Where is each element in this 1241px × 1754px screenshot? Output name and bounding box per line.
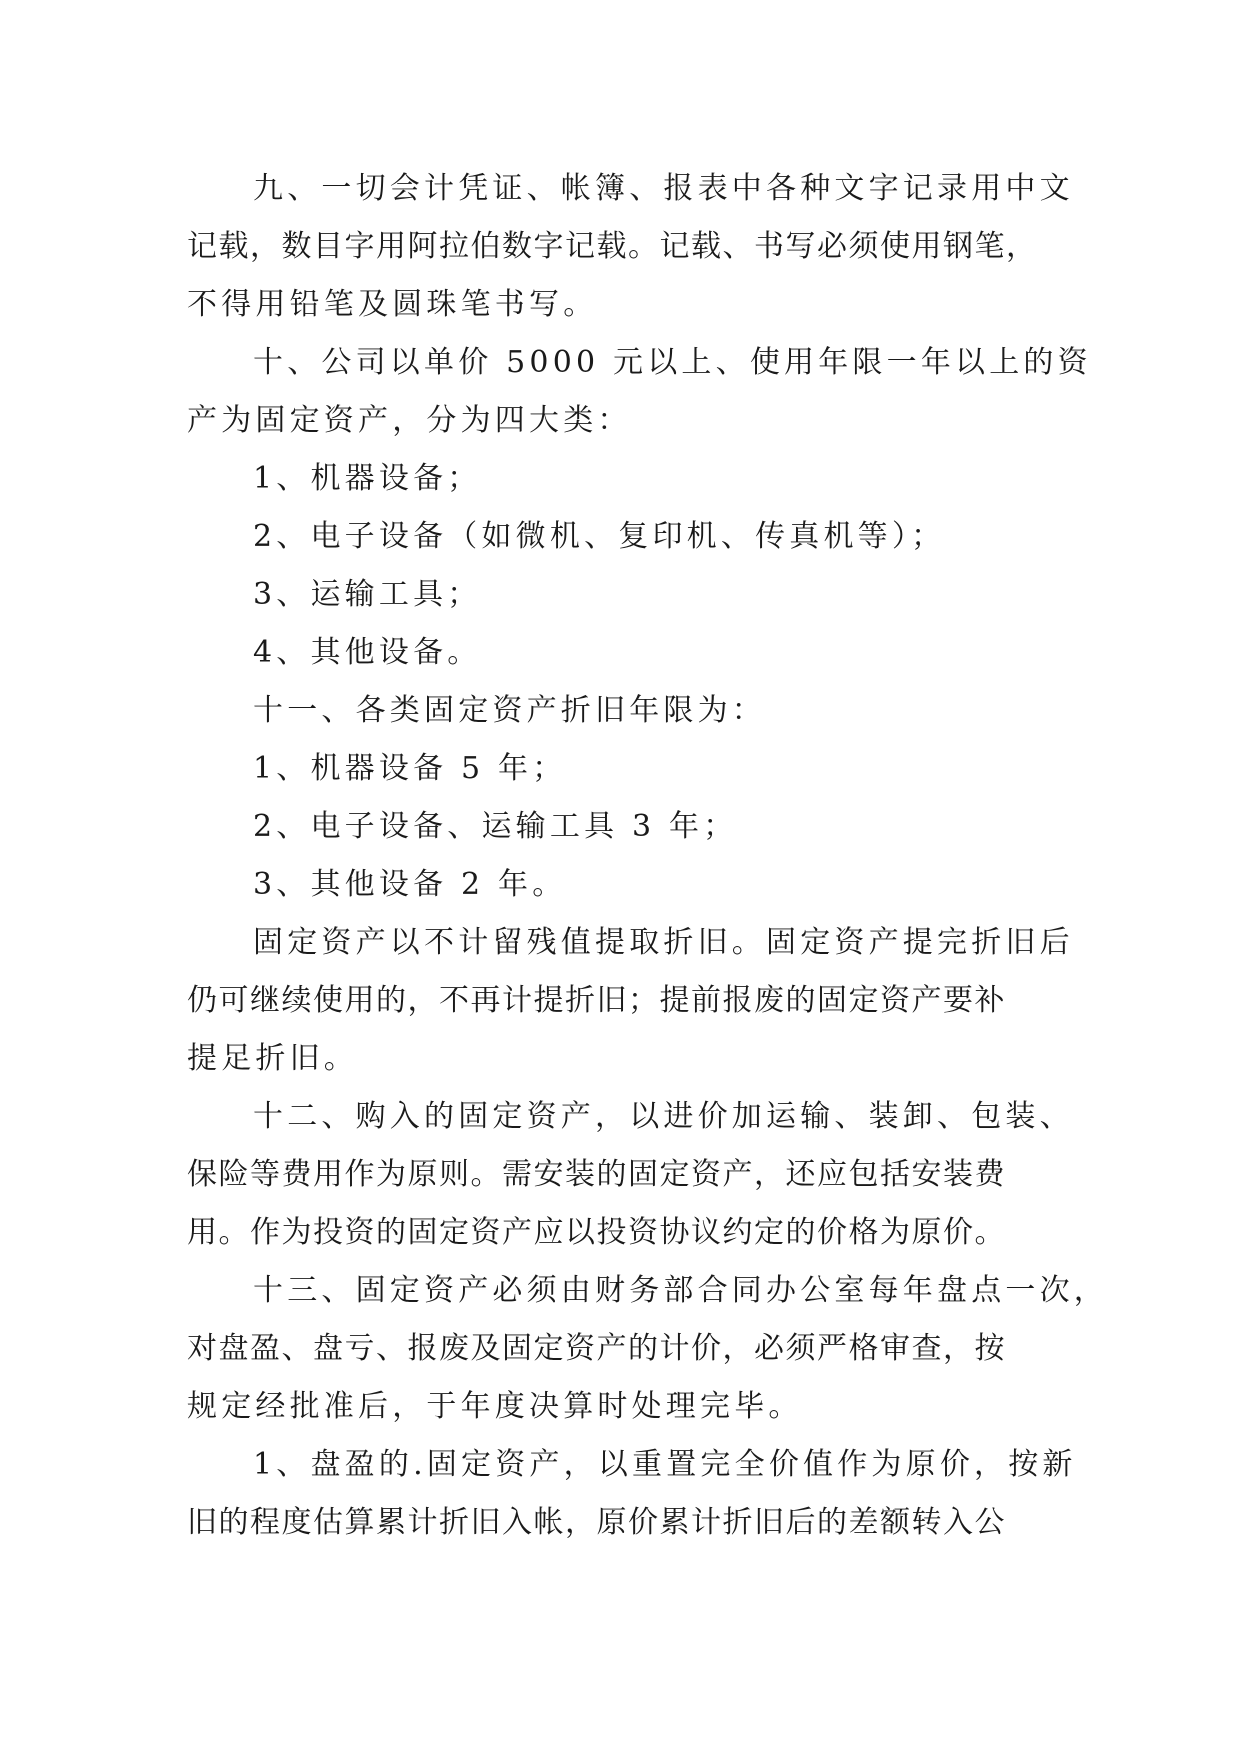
document-body: [187, 160, 1108, 1552]
paragraph-line: 固定资产以不计留残值提取折旧。固定资产提完折旧后: [253, 925, 1074, 960]
paragraph-line: 十一、各类固定资产折旧年限为：: [253, 693, 766, 728]
list-item-line: 2、电子设备（如微机、复印机、传真机等）；: [253, 519, 946, 554]
paragraph-line: 对盘盈、盘亏、报废及固定资产的计价，必须严格审查，按: [187, 1331, 1006, 1366]
paragraph-line: 十、公司以单价 5000 元以上、使用年限一年以上的资: [253, 345, 1092, 380]
list-item-line: 3、运输工具；: [253, 577, 482, 612]
paragraph-line: 提足折旧。: [187, 1041, 358, 1076]
paragraph-line: 记载，数目字用阿拉伯数字记载。记载、书写必须使用钢笔，: [187, 229, 1038, 264]
list-item-line: 1、机器设备 5 年；: [253, 751, 567, 786]
paragraph-line: 用。作为投资的固定资产应以投资协议约定的价格为原价。: [187, 1215, 1006, 1250]
paragraph-line: 保险等费用作为原则。需安装的固定资产，还应包括安装费: [187, 1157, 1006, 1192]
paragraph-line: 十二、购入的固定资产，以进价加运输、装卸、包装、: [253, 1099, 1074, 1134]
paragraph-line: 仍可继续使用的，不再计提折旧；提前报废的固定资产要补: [187, 983, 1006, 1018]
paragraph-line: 产为固定资产，分为四大类：: [187, 403, 632, 438]
paragraph-line: 1、盘盈的.固定资产，以重置完全价值作为原价，按新: [253, 1447, 1077, 1482]
paragraph-line: 旧的程度估算累计折旧入帐，原价累计折旧后的差额转入公: [187, 1505, 1006, 1540]
paragraph-line: 九、一切会计凭证、帐簿、报表中各种文字记录用中文: [253, 171, 1074, 206]
paragraph-line: 不得用铅笔及圆珠笔书写。: [187, 287, 598, 322]
paragraph-line: 规定经批准后，于年度决算时处理完毕。: [187, 1389, 803, 1424]
list-item-line: 1、机器设备；: [253, 461, 482, 496]
paragraph-line: 十三、固定资产必须由财务部合同办公室每年盘点一次，: [253, 1273, 1108, 1308]
list-item-line: 4、其他设备。: [253, 635, 482, 670]
list-item-line: 2、电子设备、运输工具 3 年；: [253, 809, 738, 844]
list-item-line: 3、其他设备 2 年。: [253, 867, 567, 902]
